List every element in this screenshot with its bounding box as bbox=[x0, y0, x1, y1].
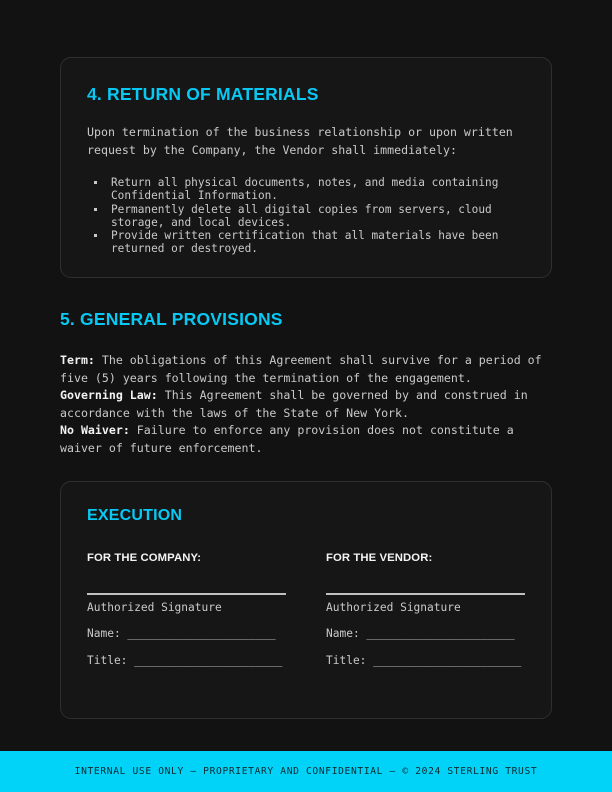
name-field-company[interactable]: Name: ______________________ bbox=[87, 627, 276, 640]
provision-governing-law bbox=[60, 387, 552, 422]
signature-caption-vendor: Authorized Signature bbox=[326, 601, 461, 614]
title-field-vendor[interactable]: Title: ______________________ bbox=[326, 654, 522, 667]
provision-text: The obligations of this Agreement shall survive for a period of five (5) years following the termination of the engagement. bbox=[60, 353, 542, 385]
list-item bbox=[87, 229, 525, 255]
return-intro-paragraph: Upon termination of the business relationship or upon written request by the Company, the Vendor shall immediately: bbox=[87, 125, 513, 157]
signature-caption-company: Authorized Signature bbox=[87, 601, 222, 614]
party-label-company: FOR THE COMPANY: bbox=[87, 552, 202, 564]
provision-term bbox=[60, 352, 552, 387]
general-provisions-body bbox=[60, 352, 552, 458]
name-field-vendor[interactable]: Name: ______________________ bbox=[326, 627, 515, 640]
provision-text: Failure to enforce any provision does not constitute a waiver of future enforcement. bbox=[60, 423, 514, 455]
list-item bbox=[87, 176, 525, 202]
signature-line-company[interactable] bbox=[87, 593, 286, 595]
bullet-icon bbox=[94, 208, 97, 211]
list-item-text: Return all physical documents, notes, and media containing Confidential Information. bbox=[111, 176, 499, 203]
section-heading-general-provisions: 5. GENERAL PROVISIONS bbox=[60, 309, 283, 329]
bullet-icon bbox=[94, 181, 97, 184]
list-item-text: Provide written certification that all materials have been returned or destroyed. bbox=[111, 229, 499, 256]
provision-label: Governing Law: bbox=[60, 388, 158, 403]
return-requirements-list bbox=[87, 176, 525, 255]
title-field-company[interactable]: Title: ______________________ bbox=[87, 654, 283, 667]
return-of-materials-card bbox=[60, 57, 552, 278]
section-heading-return-of-materials: 4. RETURN OF MATERIALS bbox=[87, 84, 319, 104]
provision-label: No Waiver: bbox=[60, 423, 130, 438]
signature-block-vendor bbox=[326, 551, 525, 670]
bullet-icon bbox=[94, 234, 97, 237]
execution-card bbox=[60, 481, 552, 719]
provision-text: This Agreement shall be governed by and construed in accordance with the laws of the State of New York. bbox=[60, 388, 528, 420]
signature-block-company bbox=[87, 551, 286, 670]
provision-label: Term: bbox=[60, 353, 95, 367]
footer-confidentiality-notice: INTERNAL USE ONLY — PROPRIETARY AND CONFIDENTIAL — © 2024 STERLING TRUST bbox=[74, 766, 538, 777]
section-heading-execution: EXECUTION bbox=[87, 507, 183, 524]
signature-line-vendor[interactable] bbox=[326, 593, 525, 595]
signature-row bbox=[87, 551, 525, 670]
provision-no-waiver bbox=[60, 422, 552, 457]
document-footer bbox=[0, 751, 612, 792]
list-item-text: Permanently delete all digital copies from servers, cloud storage, and local devices. bbox=[111, 202, 492, 229]
party-label-vendor: FOR THE VENDOR: bbox=[326, 552, 433, 564]
list-item bbox=[87, 203, 525, 229]
